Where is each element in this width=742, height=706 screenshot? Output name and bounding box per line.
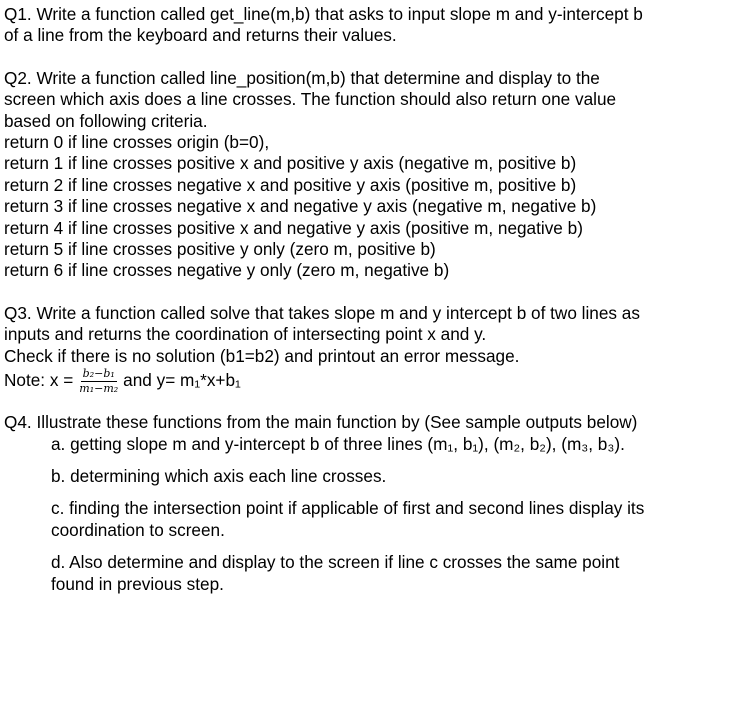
question-3 — [4, 303, 738, 397]
q2-criteria-2: return 2 if line crosses negative x and positive y axis (positive m, positive b) — [4, 174, 577, 195]
q2-criteria-3: return 3 if line crosses negative x and negative y axis (negative m, negative b) — [4, 196, 597, 217]
q2-criteria-0: return 0 if line crosses origin (b=0), — [4, 132, 270, 153]
q4-item-a: a. getting slope m and y-intercept b of three lines (m₁, b₁), (m₂, b₂), (m₃, b₃). — [51, 433, 625, 454]
q4-item-c: c. finding the intersection point if applicable of first and second lines display its — [51, 498, 645, 519]
question-4 — [4, 412, 738, 595]
q2-criteria-1: return 1 if line crosses positive x and positive y axis (negative m, positive b) — [4, 153, 577, 174]
q4-item-d: d. Also determine and display to the screen if line c crosses the same point — [51, 552, 620, 573]
fraction-denominator: m₁−m₂ — [79, 381, 119, 395]
q3-line: Q3. Write a function called solve that takes slope m and y intercept b of two lines as — [4, 302, 640, 323]
assignment-document — [4, 4, 738, 595]
q4-item-d-cont: found in previous step. — [51, 573, 224, 594]
note-prefix: Note: x = — [4, 370, 74, 391]
q2-line: based on following criteria. — [4, 110, 208, 131]
q1-line: of a line from the keyboard and returns their values. — [4, 25, 397, 46]
question-2 — [4, 68, 738, 282]
q2-line: screen which axis does a line crosses. The function should also return one value — [4, 89, 617, 110]
q4-intro: Q4. Illustrate these functions from the main function by (See sample outputs below) — [4, 412, 638, 433]
q4-item-c-cont: coordination to screen. — [51, 519, 225, 540]
q2-criteria-5: return 5 if line crosses positive y only (zero m, positive b) — [4, 239, 436, 260]
q2-criteria-4: return 4 if line crosses positive x and negative y axis (positive m, negative b) — [4, 217, 583, 238]
question-1 — [4, 4, 738, 47]
q2-line: Q2. Write a function called line_position(m,b) that determine and display to the — [4, 67, 600, 88]
q4-item-b: b. determining which axis each line crosses. — [51, 465, 387, 486]
note-suffix: and y= m₁*x+b₁ — [123, 370, 241, 391]
q3-line: inputs and returns the coordination of intersecting point x and y. — [4, 324, 487, 345]
x-formula-fraction — [77, 368, 120, 395]
fraction-numerator: b₂−b₁ — [82, 366, 115, 380]
q3-line: Check if there is no solution (b1=b2) and printout an error message. — [4, 345, 520, 366]
q1-line: Q1. Write a function called get_line(m,b) that asks to input slope m and y-intercept b — [4, 4, 643, 24]
q3-formula-note — [4, 365, 738, 397]
q2-criteria-6: return 6 if line crosses negative y only (zero m, negative b) — [4, 260, 450, 281]
